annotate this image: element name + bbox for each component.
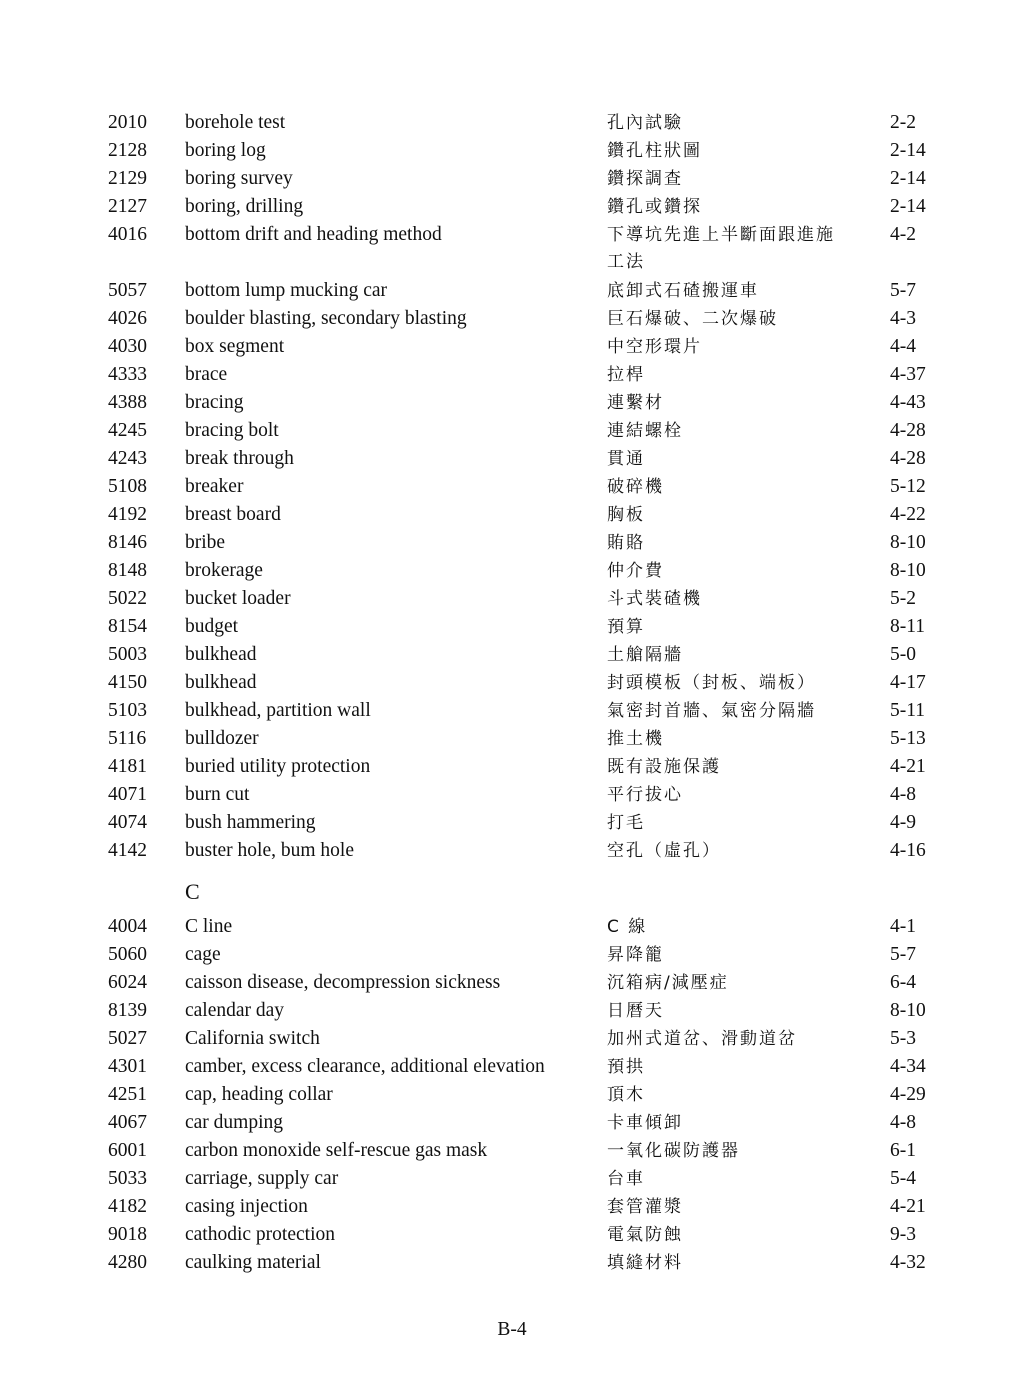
glossary-row: [0, 997, 1024, 1025]
entry-code: 4071: [108, 784, 147, 805]
entry-term: caisson disease, decompression sickness: [185, 972, 501, 993]
entry-term: burn cut: [185, 784, 250, 805]
glossary-row: [0, 781, 1024, 809]
entry-code: 4243: [108, 448, 147, 469]
entry-term: boring log: [185, 140, 266, 161]
glossary-row: [0, 221, 1024, 249]
entry-term: break through: [185, 448, 294, 469]
entry-chinese: 平行拔心: [607, 785, 683, 805]
entry-term: casing injection: [185, 1196, 308, 1217]
entry-chinese: 氣密封首牆、氣密分隔牆: [607, 701, 816, 721]
entry-chinese: 孔內試驗: [607, 113, 683, 133]
entry-code: 4333: [108, 364, 147, 385]
entry-chinese: 既有設施保護: [607, 757, 721, 777]
entry-page-ref: 4-37: [890, 364, 926, 385]
entry-chinese: 貫通: [607, 449, 645, 469]
entry-code: 4026: [108, 308, 147, 329]
entry-code: 4067: [108, 1112, 147, 1133]
glossary-row: [0, 1109, 1024, 1137]
entry-code: 4142: [108, 840, 147, 861]
entry-page-ref: 2-14: [890, 196, 926, 217]
entry-page-ref: 4-21: [890, 756, 926, 777]
entry-page-ref: 4-2: [890, 224, 916, 245]
entry-term: cap, heading collar: [185, 1084, 333, 1105]
entry-chinese: 加州式道岔、滑動道岔: [607, 1029, 797, 1049]
entry-page-ref: 4-28: [890, 448, 926, 469]
entry-code: 8148: [108, 560, 147, 581]
glossary-row: [0, 305, 1024, 333]
glossary-row: [0, 557, 1024, 585]
entry-code: 4030: [108, 336, 147, 357]
glossary-row: [0, 1249, 1024, 1277]
entry-code: 2010: [108, 112, 147, 133]
entry-term: carriage, supply car: [185, 1168, 339, 1189]
entry-term: cage: [185, 944, 221, 965]
entry-page-ref: 4-4: [890, 336, 916, 357]
entry-page-ref: 4-21: [890, 1196, 926, 1217]
entry-chinese: 賄賂: [607, 533, 645, 553]
entry-code: 4004: [108, 916, 147, 937]
entry-term: borehole test: [185, 112, 286, 133]
glossary-row: [0, 613, 1024, 641]
glossary-row: [0, 1165, 1024, 1193]
entry-code: 5033: [108, 1168, 147, 1189]
entry-code: 5116: [108, 728, 147, 749]
entry-code: 5060: [108, 944, 147, 965]
entry-code: 4182: [108, 1196, 147, 1217]
entry-chinese: 頂木: [607, 1085, 645, 1105]
entry-code: 8139: [108, 1000, 147, 1021]
entry-code: 4016: [108, 224, 147, 245]
entry-code: 4192: [108, 504, 147, 525]
entry-page-ref: 5-12: [890, 476, 926, 497]
glossary-row: [0, 585, 1024, 613]
entry-code: 5003: [108, 644, 147, 665]
entry-page-ref: 4-28: [890, 420, 926, 441]
entry-code: 6024: [108, 972, 147, 993]
glossary-row: [0, 1025, 1024, 1053]
glossary-row: [0, 417, 1024, 445]
glossary-row: [0, 165, 1024, 193]
section-letter-heading: C: [185, 879, 200, 904]
entry-code: 6001: [108, 1140, 147, 1161]
entry-page-ref: 4-8: [890, 784, 916, 805]
entry-page-ref: 8-10: [890, 532, 926, 553]
entry-term: brokerage: [185, 560, 263, 581]
glossary-row: [0, 837, 1024, 865]
glossary-row: [0, 277, 1024, 305]
entry-page-ref: 8-10: [890, 560, 926, 581]
entry-chinese: 一氧化碳防護器: [607, 1141, 740, 1161]
entry-chinese: 預算: [607, 617, 645, 637]
entry-code: 4150: [108, 672, 147, 693]
glossary-row: [0, 1053, 1024, 1081]
entry-page-ref: 5-11: [890, 700, 926, 721]
entry-code: 5057: [108, 280, 147, 301]
entry-code: 9018: [108, 1224, 147, 1245]
glossary-row: [0, 529, 1024, 557]
entry-chinese: 破碎機: [607, 477, 664, 497]
entry-page-ref: 4-9: [890, 812, 916, 833]
glossary-row: [0, 809, 1024, 837]
entry-term: bulkhead, partition wall: [185, 700, 371, 721]
entry-code: 5022: [108, 588, 147, 609]
entry-chinese: 日曆天: [607, 1001, 664, 1021]
entry-chinese: 打毛: [607, 813, 645, 833]
entry-term: brace: [185, 364, 228, 385]
entry-term: bottom lump mucking car: [185, 280, 388, 301]
entry-page-ref: 9-3: [890, 1224, 916, 1245]
entry-chinese: 斗式裝碴機: [607, 589, 702, 609]
entry-term: buried utility protection: [185, 756, 371, 777]
entry-page-ref: 2-2: [890, 112, 916, 133]
entry-chinese: 巨石爆破、二次爆破: [607, 309, 778, 329]
glossary-row: [0, 697, 1024, 725]
entry-code: 8154: [108, 616, 147, 637]
entry-term: bucket loader: [185, 588, 291, 609]
entry-page-ref: 4-32: [890, 1252, 926, 1273]
entry-chinese: 昇降籠: [607, 945, 664, 965]
entry-code: 4280: [108, 1252, 147, 1273]
entry-chinese: 推土機: [607, 729, 664, 749]
entry-chinese: 底卸式石碴搬運車: [607, 281, 759, 301]
entry-code: 2128: [108, 140, 147, 161]
entry-page-ref: 8-10: [890, 1000, 926, 1021]
entry-chinese: 套管灌漿: [607, 1197, 683, 1217]
entry-term: calendar day: [185, 1000, 285, 1021]
entry-term: bulkhead: [185, 672, 257, 693]
entry-term: bracing: [185, 392, 244, 413]
glossary-row: [0, 333, 1024, 361]
entry-page-ref: 2-14: [890, 140, 926, 161]
entry-chinese: 土艙隔牆: [607, 645, 683, 665]
glossary-row: [0, 641, 1024, 669]
glossary-row: [0, 193, 1024, 221]
entry-term: bulkhead: [185, 644, 257, 665]
entry-code: 2129: [108, 168, 147, 189]
entry-chinese: 沉箱病/減壓症: [607, 973, 729, 993]
entry-chinese: 胸板: [607, 505, 645, 525]
entry-term: bush hammering: [185, 812, 316, 833]
entry-term: California switch: [185, 1028, 320, 1049]
entry-term: camber, excess clearance, additional elevation: [185, 1056, 545, 1077]
glossary-row: [0, 361, 1024, 389]
glossary-row: [0, 1081, 1024, 1109]
entry-page-ref: 6-1: [890, 1140, 916, 1161]
entry-chinese: 連繫材: [607, 393, 664, 413]
glossary-row: [0, 969, 1024, 997]
entry-page-ref: 5-13: [890, 728, 926, 749]
entry-chinese: 拉桿: [607, 365, 645, 385]
glossary-row: [0, 389, 1024, 417]
entry-page-ref: 4-1: [890, 916, 916, 937]
entry-term: cathodic protection: [185, 1224, 335, 1245]
entry-term: budget: [185, 616, 239, 637]
entry-chinese: C 線: [607, 917, 648, 937]
glossary-row: [0, 445, 1024, 473]
entry-term: boring survey: [185, 168, 293, 189]
entry-term: boring, drilling: [185, 196, 304, 217]
entry-code: 4251: [108, 1084, 147, 1105]
entry-code: 4388: [108, 392, 147, 413]
entry-page-ref: 5-7: [890, 280, 916, 301]
entry-term: bracing bolt: [185, 420, 279, 441]
glossary-row: [0, 669, 1024, 697]
entry-page-ref: 4-22: [890, 504, 926, 525]
entry-chinese: 下導坑先進上半斷面跟進施: [607, 225, 835, 245]
glossary-row: [0, 753, 1024, 781]
entry-page-ref: 5-2: [890, 588, 916, 609]
entry-code: 5103: [108, 700, 147, 721]
glossary-row: [0, 137, 1024, 165]
entry-term: carbon monoxide self-rescue gas mask: [185, 1140, 488, 1161]
entry-term: breaker: [185, 476, 244, 497]
entry-term: buster hole, bum hole: [185, 840, 354, 861]
entry-term: caulking material: [185, 1252, 321, 1273]
entry-page-ref: 5-3: [890, 1028, 916, 1049]
entry-code: 5027: [108, 1028, 147, 1049]
entry-chinese: 連結螺栓: [607, 421, 683, 441]
entry-code: 4245: [108, 420, 147, 441]
entry-term: car dumping: [185, 1112, 284, 1133]
entry-page-ref: 6-4: [890, 972, 916, 993]
entry-chinese: 卡車傾卸: [607, 1113, 683, 1133]
entry-page-ref: 4-3: [890, 308, 916, 329]
entry-chinese: 鑽探調查: [607, 169, 683, 189]
entry-term: boulder blasting, secondary blasting: [185, 308, 467, 329]
entry-term: C line: [185, 916, 233, 937]
entry-chinese: 仲介費: [607, 561, 664, 581]
page-number: B-4: [497, 1319, 527, 1340]
entry-chinese: 鑽孔柱狀圖: [607, 141, 702, 161]
entry-page-ref: 4-34: [890, 1056, 926, 1077]
entry-chinese: 台車: [607, 1169, 645, 1189]
glossary-row: [0, 501, 1024, 529]
entry-page-ref: 4-8: [890, 1112, 916, 1133]
glossary-row: [0, 913, 1024, 941]
glossary-row: [0, 1137, 1024, 1165]
entry-page-ref: 4-43: [890, 392, 926, 413]
entry-chinese: 填縫材料: [607, 1253, 683, 1273]
entry-code: 5108: [108, 476, 147, 497]
glossary-row: [0, 109, 1024, 137]
entry-chinese: 空孔（虛孔）: [607, 841, 721, 861]
entry-page-ref: 4-16: [890, 840, 926, 861]
entry-code: 4181: [108, 756, 147, 777]
entry-term: box segment: [185, 336, 285, 357]
entry-page-ref: 8-11: [890, 616, 926, 637]
entry-chinese: 封頭模板（封板、端板）: [607, 673, 816, 693]
entry-page-ref: 5-7: [890, 944, 916, 965]
entry-chinese: 鑽孔或鑽探: [607, 197, 702, 217]
entry-term: bottom drift and heading method: [185, 224, 442, 245]
entry-code: 4074: [108, 812, 147, 833]
entry-term: bulldozer: [185, 728, 259, 749]
entry-page-ref: 5-4: [890, 1168, 916, 1189]
glossary-row: [0, 1221, 1024, 1249]
entry-term: bribe: [185, 532, 226, 553]
entry-page-ref: 4-29: [890, 1084, 926, 1105]
entry-code: 2127: [108, 196, 147, 217]
entry-chinese-continuation: 工法: [607, 252, 645, 272]
entry-code: 4301: [108, 1056, 147, 1077]
entry-chinese: 預拱: [607, 1057, 645, 1077]
glossary-row: [0, 725, 1024, 753]
entry-page-ref: 5-0: [890, 644, 916, 665]
glossary-row: [0, 473, 1024, 501]
glossary-row: [0, 941, 1024, 969]
entry-code: 8146: [108, 532, 147, 553]
entry-page-ref: 4-17: [890, 672, 926, 693]
glossary-row: [0, 1193, 1024, 1221]
entry-term: breast board: [185, 504, 281, 525]
entry-page-ref: 2-14: [890, 168, 926, 189]
entry-chinese: 中空形環片: [607, 337, 702, 357]
entry-chinese: 電氣防蝕: [607, 1225, 683, 1245]
